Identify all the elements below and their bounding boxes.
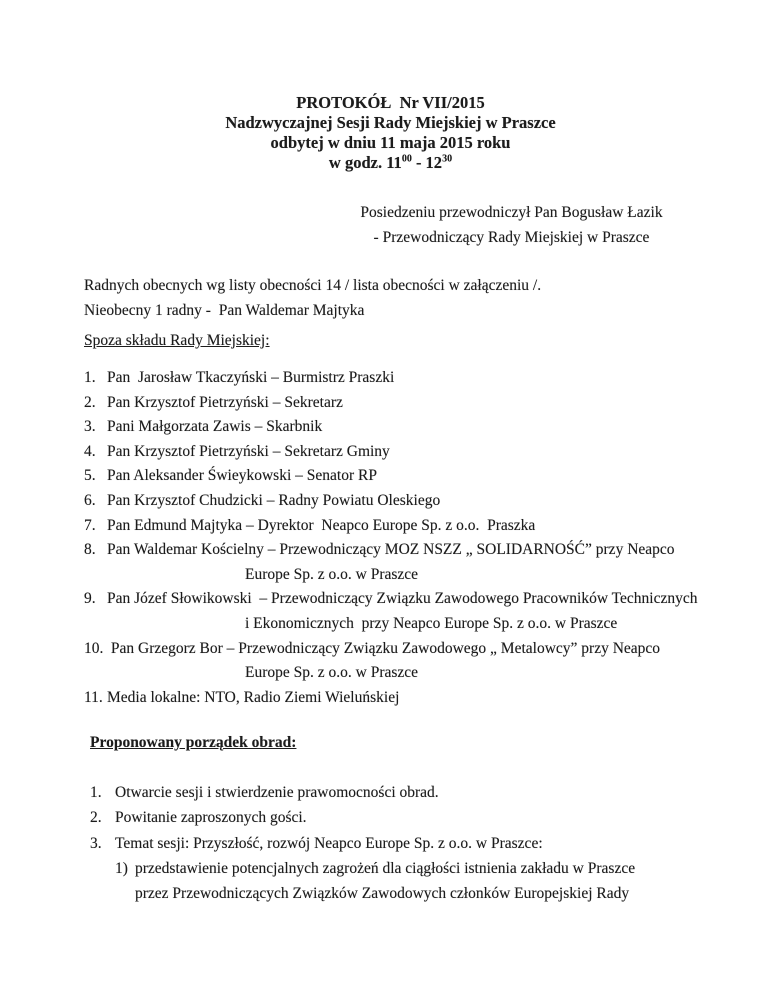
guest-item bbox=[84, 366, 706, 391]
agenda-sub-number: 1) bbox=[115, 859, 128, 877]
document-title bbox=[84, 93, 697, 173]
guest-item bbox=[84, 686, 706, 711]
agenda-item bbox=[90, 780, 706, 805]
guest-number: 8. bbox=[84, 541, 96, 559]
guest-text: Pan Edmund Majtyka – Dyrektor Neapco Europe Sp. z o.o. Praszka bbox=[107, 516, 536, 534]
guest-text-block bbox=[107, 538, 706, 587]
guest-text-continuation: Europe Sp. z o.o. w Praszce bbox=[245, 565, 419, 583]
guest-number: 7. bbox=[84, 516, 96, 534]
guest-number: 1. bbox=[84, 369, 96, 386]
attendance-block bbox=[84, 273, 701, 324]
guest-text: Pan Waldemar Kościelny – Przewodniczący MOZ NSZZ „ SOLIDARNOŚĆ” przy Neapco bbox=[107, 541, 675, 559]
guest-item bbox=[84, 415, 706, 440]
agenda-item bbox=[90, 805, 706, 830]
guest-text: Pan Grzegorz Bor – Przewodniczący Związku Zawodowego „ Metalowcy” przy Neapco bbox=[107, 639, 661, 657]
agenda-sub-text-line-1: przedstawienie potencjalnych zagrożeń dla ciągłości istnienia zakładu w Praszce bbox=[135, 859, 636, 877]
agenda-sub-text-line-2: przez Przewodniczących Związków Zawodowych członków Europejskiej Rady bbox=[135, 885, 630, 903]
guest-text-block bbox=[107, 587, 706, 636]
time-superscript-end: 30 bbox=[442, 153, 453, 165]
agenda-text: Otwarcie sesji i stwierdzenie prawomocności obrad. bbox=[115, 784, 439, 801]
guest-text-continuation: Europe Sp. z o.o. w Praszce bbox=[245, 664, 419, 682]
guests-heading: Spoza składu Rady Miejskiej: bbox=[84, 332, 270, 349]
agenda-sub-item bbox=[115, 856, 706, 907]
agenda-list bbox=[90, 780, 706, 906]
agenda-heading: Proponowany porządek obrad: bbox=[90, 734, 297, 751]
guest-text: Pan Krzysztof Pietrzyński – Sekretarz Gminy bbox=[107, 442, 390, 460]
agenda-item bbox=[90, 831, 706, 856]
agenda-sub-text-block bbox=[135, 856, 706, 907]
guest-item bbox=[84, 538, 706, 587]
guest-number: 5. bbox=[84, 467, 96, 485]
agenda-text: Temat sesji: Przyszłość, rozwój Neapco Europe Sp. z o.o. w Praszce: bbox=[115, 834, 543, 852]
attendance-absent-line: Nieobecny 1 radny - Pan Waldemar Majtyka bbox=[84, 302, 365, 320]
guest-number: 2. bbox=[84, 393, 96, 411]
presider-block bbox=[84, 201, 697, 250]
guest-item bbox=[84, 489, 706, 514]
guest-item bbox=[84, 440, 706, 465]
presider-line-1: Posiedzeniu przewodniczył Pan Bogusław Łazik bbox=[360, 204, 663, 221]
guest-number: 9. bbox=[84, 590, 96, 608]
time-separator: - 12 bbox=[411, 153, 443, 172]
title-line-session-time bbox=[84, 153, 697, 173]
guest-text: Pan Aleksander Świeykowski – Senator RP bbox=[107, 467, 377, 485]
title-line-protocol-number: PROTOKÓŁ Nr VII/2015 bbox=[296, 93, 485, 112]
guest-text: Pani Małgorzata Zawis – Skarbnik bbox=[107, 418, 323, 436]
guest-item bbox=[84, 637, 706, 686]
guest-text: Media lokalne: NTO, Radio Ziemi Wieluńskiej bbox=[107, 688, 400, 706]
guest-text: Pan Józef Słowikowski – Przewodniczący Związku Zawodowego Pracowników Technicznych bbox=[107, 590, 698, 608]
guest-item bbox=[84, 464, 706, 489]
guest-text-block bbox=[107, 637, 706, 686]
agenda-number: 1. bbox=[90, 784, 102, 801]
guest-number: 10. bbox=[84, 639, 104, 657]
guest-number: 3. bbox=[84, 418, 96, 436]
agenda-text: Powitanie zaproszonych gości. bbox=[115, 809, 307, 827]
time-superscript-start: 00 bbox=[401, 153, 412, 165]
attendance-present-line: Radnych obecnych wg listy obecności 14 / lista obecności w załączeniu /. bbox=[84, 277, 542, 294]
guest-item bbox=[84, 391, 706, 416]
guest-text: Pan Krzysztof Chudzicki – Radny Powiatu Oleskiego bbox=[107, 491, 441, 509]
guest-number: 4. bbox=[84, 442, 96, 460]
guest-list bbox=[84, 366, 706, 710]
guest-text: Pan Jarosław Tkaczyński – Burmistrz Praszki bbox=[107, 369, 395, 386]
guest-number: 11. bbox=[84, 688, 103, 706]
presider-line-2: - Przewodniczący Rady Miejskiej w Praszce bbox=[373, 228, 650, 246]
title-line-session-name: Nadzwyczajnej Sesji Rady Miejskiej w Praszce bbox=[225, 113, 556, 132]
time-prefix: w godz. 11 bbox=[328, 153, 402, 172]
agenda-number: 2. bbox=[90, 809, 102, 827]
guest-item bbox=[84, 587, 706, 636]
guest-number: 6. bbox=[84, 491, 96, 509]
guest-item bbox=[84, 514, 706, 539]
guest-text: Pan Krzysztof Pietrzyński – Sekretarz bbox=[107, 393, 343, 411]
guest-text-continuation: i Ekonomicznych przy Neapco Europe Sp. z o.o. w Praszce bbox=[245, 614, 618, 632]
title-line-session-date: odbytej w dniu 11 maja 2015 roku bbox=[270, 133, 511, 152]
agenda-number: 3. bbox=[90, 834, 102, 852]
